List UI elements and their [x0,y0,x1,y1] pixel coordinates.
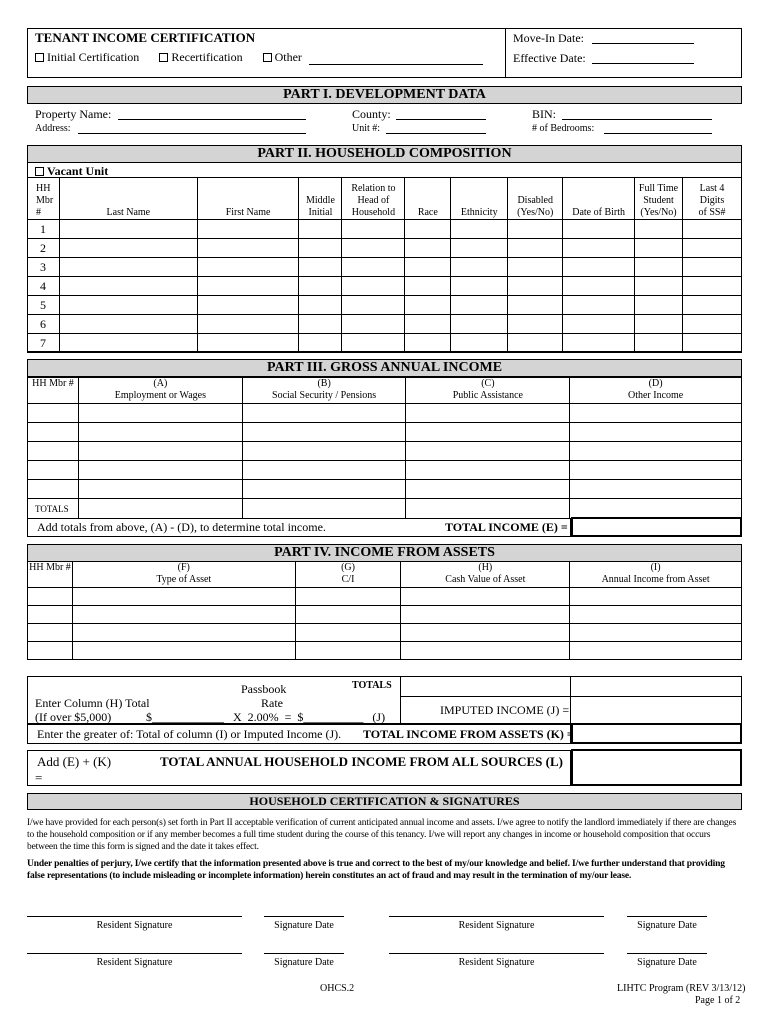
table-row [28,296,742,315]
table-row [28,423,742,442]
col-assets-h: (H) Cash Value of Asset [401,562,570,588]
col-hh-mbr: HH Mbr # [28,178,60,220]
unit-field[interactable] [386,121,486,134]
signature-date-3[interactable] [264,953,344,954]
assets-header-row [28,562,742,588]
col-last-name: Last Name [59,178,197,220]
signature-date-3-label: Signature Date [274,957,334,968]
row-number: 7 [28,334,60,353]
income-totals-row [28,499,742,519]
certification-paragraph-1: I/we have provided for each person(s) set forth in Part II acceptable verification of current anticipated annual income and assets. I/we agree to notify the landlord immediately if there are changes to the household composition or if any member becomes a full time student during the course of this tenancy. I/we will report any changes in income or household composition that occurs between the time this form is signed and the date it takes effect. [27,818,737,852]
col-first-name: First Name [197,178,299,220]
col-ethnicity: Ethnicity [451,178,508,220]
resident-signature-1-label: Resident Signature [96,920,173,931]
form-code: OHCS.2 [320,983,355,994]
resident-signature-2[interactable] [389,916,604,917]
page-number: Page 1 of 2 [695,995,741,1006]
table-row [28,642,742,660]
row-number: 6 [28,315,60,334]
vacant-unit-label: Vacant Unit [47,164,109,178]
income-totals-label: TOTALS [28,499,79,519]
gross-income-table [27,377,742,519]
signature-date-2-label: Signature Date [637,920,697,931]
bin-field[interactable] [562,106,712,120]
total-income-assets-label: TOTAL INCOME FROM ASSETS (K) = [363,727,574,741]
signature-date-1-label: Signature Date [274,920,334,931]
add-ek-equals: = [35,770,43,785]
assets-totals-divider [570,676,571,697]
table-row [28,461,742,480]
row-number: 5 [28,296,60,315]
other-label: Other [274,50,302,64]
part3-title: PART III. GROSS ANNUAL INCOME [27,359,742,377]
row-number: 3 [28,258,60,277]
county-label: County: [352,107,391,121]
total-income-e-field[interactable] [571,517,742,537]
assets-totals-label: TOTALS [352,680,392,691]
bedrooms-field[interactable] [604,121,712,134]
total-income-e-label: TOTAL INCOME (E) = [445,520,568,534]
table-row [28,442,742,461]
table-row [28,277,742,296]
form-title: TENANT INCOME CERTIFICATION [35,30,256,45]
total-annual-label: TOTAL ANNUAL HOUSEHOLD INCOME FROM ALL SOURCES (L) [160,754,563,769]
header-divider [505,28,506,78]
row-number: 1 [28,220,60,239]
passbook-calc[interactable]: $____________ X 2.00% = $__________ (J) [146,710,386,724]
table-row [28,624,742,642]
unit-label: Unit #: [352,123,381,134]
enter-greater-text: Enter the greater of: Total of column (I) or Imputed Income (J). [37,727,342,741]
part2-title: PART II. HOUSEHOLD COMPOSITION [27,145,742,163]
col-assets-f: (F) Type of Asset [72,562,295,588]
signature-date-1[interactable] [264,916,344,917]
col-income-hh: HH Mbr # [28,378,79,404]
property-name-label: Property Name: [35,107,112,121]
col-dob: Date of Birth [563,178,635,220]
address-field[interactable] [78,121,306,134]
other-field[interactable] [309,64,483,65]
resident-signature-1[interactable] [27,916,242,917]
assets-calc-divider [400,676,401,724]
col-disabled: Disabled (Yes/No) [508,178,563,220]
col-income-d: (D) Other Income [570,378,742,404]
initial-cert-checkbox[interactable] [35,53,44,62]
rate-label: Rate [261,696,283,710]
other-checkbox[interactable] [263,53,272,62]
row-number: 4 [28,277,60,296]
part4-title: PART IV. INCOME FROM ASSETS [27,544,742,562]
row-number: 2 [28,239,60,258]
resident-signature-4[interactable] [389,953,604,954]
resident-signature-3-label: Resident Signature [96,957,173,968]
bedrooms-label: # of Bedrooms: [532,123,595,134]
col-middle-initial: Middle Initial [299,178,342,220]
table-row [28,480,742,499]
resident-signature-3[interactable] [27,953,242,954]
table-row [28,606,742,624]
recert-checkbox[interactable] [159,53,168,62]
col-income-a: (A) Employment or Wages [78,378,242,404]
table-row [28,258,742,277]
signature-date-4[interactable] [627,953,707,954]
total-annual-field[interactable] [571,749,742,786]
col-assets-hh: HH Mbr # [28,562,73,588]
imputed-income-label: IMPUTED INCOME (J) = [440,703,570,717]
part1-title: PART I. DEVELOPMENT DATA [27,86,742,104]
signature-date-2[interactable] [627,916,707,917]
table-row [28,239,742,258]
enter-column-h-label: Enter Column (H) Total [35,696,150,710]
col-ssn: Last 4 Digits of SS# [683,178,742,220]
household-table [27,177,742,353]
table-row [28,404,742,423]
income-header-row [28,378,742,404]
vacant-unit-checkbox[interactable] [35,167,44,176]
certification-paragraph-2: Under penalties of perjury, I/we certify that the information presented above is true and correct to the best of my/our knowledge and belief. I/we further understand that providing false representations (to include misleading or incomplete information) herein constitutes an act of fraud and may result in the termination of my/our lease. [27,859,725,881]
col-student: Full Time Student (Yes/No) [635,178,683,220]
col-race: Race [405,178,451,220]
col-assets-g: (G) C/I [295,562,401,588]
resident-signature-4-label: Resident Signature [458,957,535,968]
col-income-b: (B) Social Security / Pensions [242,378,406,404]
add-totals-text: Add totals from above, (A) - (D), to determine total income. [37,520,326,534]
col-income-c: (C) Public Assistance [406,378,570,404]
table-row [28,315,742,334]
move-in-date-label: Move-In Date: [513,31,584,45]
address-label: Address: [35,123,71,134]
county-field[interactable] [396,106,486,120]
resident-signature-2-label: Resident Signature [458,920,535,931]
effective-date-field[interactable] [592,50,694,64]
imputed-income-field[interactable] [570,696,571,724]
cert-type-row [35,50,483,65]
move-in-date-field[interactable] [592,30,694,44]
signature-date-4-label: Signature Date [637,957,697,968]
passbook-label: Passbook [241,682,287,696]
property-name-field[interactable] [118,106,306,120]
certification-title: HOUSEHOLD CERTIFICATION & SIGNATURES [27,793,742,810]
table-row [28,220,742,239]
total-income-assets-field[interactable] [571,723,742,744]
if-over-label: (If over $5,000) [35,710,112,724]
assets-totals-h-line [400,696,742,697]
effective-date-label: Effective Date: [513,51,586,65]
table-row [28,334,742,353]
add-ek-label: Add (E) + (K) [37,754,112,769]
recert-label: Recertification [171,50,243,64]
table-row [28,588,742,606]
household-header-row [28,178,742,220]
program-revision: LIHTC Program (REV 3/13/12) [617,983,746,994]
col-relation: Relation to Head of Household [342,178,405,220]
bin-label: BIN: [532,107,556,121]
col-assets-i: (I) Annual Income from Asset [570,562,742,588]
initial-cert-label: Initial Certification [47,50,140,64]
assets-table [27,561,742,660]
